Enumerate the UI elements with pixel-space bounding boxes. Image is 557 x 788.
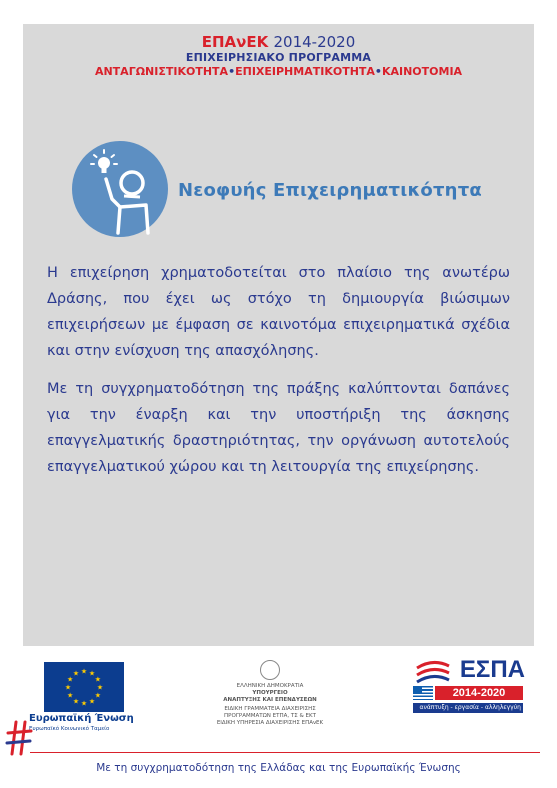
eu-star-icon: ★ <box>64 683 72 692</box>
description-paragraph-1: Η επιχείρηση χρηματοδοτείται στο πλαίσιο της ανωτέρω Δράσης, που έχει ως στόχο τη δημιουργία βιώσιμων επιχειρήσεων με έμφαση σε καινοτόμα επιχειρηματικά σχέδια και στην ενίσχυση της απασχόλησης. <box>47 265 510 359</box>
greek-flag-icon <box>413 686 433 700</box>
lightbulb-idea-person-icon <box>72 141 168 237</box>
eu-star-icon: ★ <box>94 691 101 700</box>
eu-star-icon: ★ <box>72 669 80 678</box>
description-paragraph-2: Με τη συγχρηματοδότηση της πράξης καλύπτονται δαπάνες για την έναρξη και την υποστήριξη της άσκησης επαγγελματικής δραστηριότητας, την οργάνωση αυτοτελούς επαγγελματικού χώρου και τη λειτουργία της επιχείρησης. <box>47 381 510 475</box>
ministry-line: ΠΡΟΓΡΑΜΜΑΤΩΝ ΕΤΠΑ, ΤΣ & ΕΚΤ <box>224 713 316 719</box>
pillar-separator: • <box>374 65 382 78</box>
eu-star-icon: ★ <box>80 667 88 676</box>
pillar-innovation: ΚΑΙΝΟΤΟΜΙΑ <box>381 65 463 78</box>
program-name: ΕΠΙΧΕΙΡΗΣΙΑΚΟ ΠΡΟΓΡΑΜΜΑ <box>185 51 372 64</box>
eu-star-icon: ★ <box>80 699 88 708</box>
program-header <box>23 34 534 79</box>
eu-star-icon: ★ <box>67 675 74 684</box>
eu-star-icon: ★ <box>67 691 74 700</box>
eu-star-icon: ★ <box>94 675 101 684</box>
footer-divider <box>30 752 540 753</box>
eu-star-icon: ★ <box>88 697 96 706</box>
pillar-separator: • <box>228 65 236 78</box>
eu-star-icon: ★ <box>88 669 96 678</box>
greek-emblem-icon <box>260 660 280 680</box>
program-years: 2014-2020 <box>273 33 356 51</box>
cofunding-footer: Με τη συγχρηματοδότηση της Ελλάδας και της Ευρωπαϊκής Ένωσης <box>96 762 461 774</box>
ministry-line: ΕΛΛΗΝΙΚΗ ΔΗΜΟΚΡΑΤΙΑ <box>236 683 304 689</box>
eu-name: Ευρωπαϊκή Ένωση <box>29 713 134 724</box>
espa-logo <box>413 656 525 716</box>
ministry-line: ΑΝΑΠΤΥΞΗΣ ΚΑΙ ΕΠΕΝΔΥΣΕΩΝ <box>223 697 317 703</box>
eu-star-icon: ★ <box>96 683 104 692</box>
eu-flag-logo <box>44 662 124 712</box>
pillar-competitiveness: ΑΝΤΑΓΩΝΙΣΤΙΚΟΤΗΤΑ <box>94 65 229 78</box>
program-brand: ΕΠΑνΕΚ <box>201 33 269 51</box>
eu-star-icon: ★ <box>72 697 80 706</box>
ministry-logo <box>200 660 340 727</box>
ministry-line: ΕΙΔΙΚΗ ΓΡΑΜΜΑΤΕΙΑ ΔΙΑΧΕΙΡΙΣΗΣ <box>224 706 316 712</box>
ministry-line: ΕΙΔΙΚΗ ΥΠΗΡΕΣΙΑ ΔΙΑΧΕΙΡΙΣΗΣ ΕΠΑνΕΚ <box>216 720 324 726</box>
program-pillars <box>23 65 534 79</box>
eu-fund-name: Ευρωπαϊκό Κοινωνικό Ταμείο <box>29 726 110 732</box>
ministry-line: ΥΠΟΥΡΓΕΙΟ <box>252 690 288 696</box>
espa-tagline: ανάπτυξη - εργασία - αλληλεγγύη <box>413 703 523 713</box>
pillar-entrepreneurship: ΕΠΙΧΕΙΡΗΜΑΤΙΚΟΤΗΤΑ <box>235 65 375 78</box>
program-brand-line <box>23 34 534 51</box>
espa-wordmark: ΕΣΠΑ <box>459 656 525 683</box>
page-title: Νεοφυής Επιχειρηματικότητα <box>178 180 482 201</box>
espa-years: 2014-2020 <box>435 686 523 700</box>
